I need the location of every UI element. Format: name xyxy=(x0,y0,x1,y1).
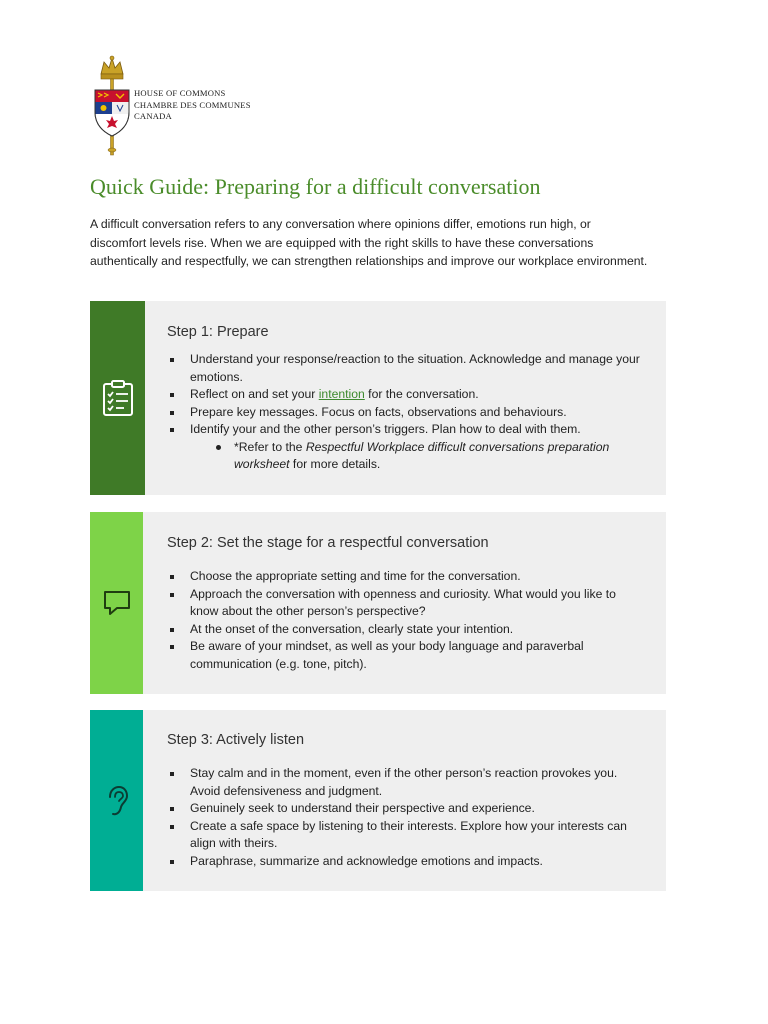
page-title: Quick Guide: Preparing for a difficult conversation xyxy=(90,174,541,199)
list-item: Genuinely seek to understand their perspective and experience. xyxy=(167,800,647,818)
house-of-commons-logo xyxy=(90,54,250,158)
coat-of-arms-icon xyxy=(90,54,134,158)
step-2-list xyxy=(167,568,637,673)
step-1-list xyxy=(167,351,642,474)
list-item: Be aware of your mindset, as well as your body language and paraverbal communication (e.g. tone, pitch). xyxy=(167,638,637,673)
list-item: Choose the appropriate setting and time for the conversation. xyxy=(167,568,637,586)
step-3-card xyxy=(90,710,666,891)
item-text: *Refer to the xyxy=(234,439,306,454)
worksheet-title: Respectful Workplace difficult conversations preparation worksheet xyxy=(234,439,610,471)
ear-icon xyxy=(103,784,131,818)
org-name-en: HOUSE OF COMMONS xyxy=(134,88,226,98)
item-text: for more details. xyxy=(289,457,381,471)
step-1-color-bar xyxy=(90,301,145,495)
step-2-title: Step 2: Set the stage for a respectful conversation xyxy=(167,535,489,551)
org-country: CANADA xyxy=(134,111,172,122)
list-item: Paraphrase, summarize and acknowledge emotions and impacts. xyxy=(167,853,647,871)
step-1-title: Step 1: Prepare xyxy=(167,324,269,340)
step-3-color-bar xyxy=(90,710,143,891)
step-2-color-bar xyxy=(90,512,143,694)
list-item: At the onset of the conversation, clearly state your intention. xyxy=(167,621,637,639)
sub-list-item xyxy=(167,439,642,474)
step-3-title: Step 3: Actively listen xyxy=(167,732,305,748)
intro-paragraph: A difficult conversation refers to any conversation where opinions differ, emotions run high, or discomfort levels rise. When we are equipped with the right skills to have these conversations authentically and respectfully, we can strengthen relationships and improve our workplace environment. xyxy=(90,217,648,269)
list-item: Stay calm and in the moment, even if the other person’s reaction provokes you. Avoid defensiveness and judgment. xyxy=(167,765,647,800)
step-3-list xyxy=(167,765,647,870)
clipboard-checklist-icon xyxy=(101,379,135,417)
list-item xyxy=(167,386,642,404)
org-name-fr: CHAMBRE DES COMMUNES xyxy=(134,99,251,110)
list-item: Identify your and the other person’s triggers. Plan how to deal with them. xyxy=(167,421,642,439)
item-text: Reflect on and set your xyxy=(190,387,319,401)
speech-bubble-icon xyxy=(101,587,133,619)
item-text: for the conversation. xyxy=(364,387,479,401)
step-2-card xyxy=(90,512,666,694)
list-item: Understand your response/reaction to the situation. Acknowledge and manage your emotions. xyxy=(167,351,642,386)
list-item: Prepare key messages. Focus on facts, observations and behaviours. xyxy=(167,404,642,422)
list-item: Approach the conversation with openness and curiosity. What would you like to know about the other person’s perspective? xyxy=(167,586,637,621)
list-item: Create a safe space by listening to their interests. Explore how your interests can align with theirs. xyxy=(167,818,647,853)
intention-link[interactable]: intention xyxy=(318,387,365,401)
step-1-card xyxy=(90,301,666,495)
